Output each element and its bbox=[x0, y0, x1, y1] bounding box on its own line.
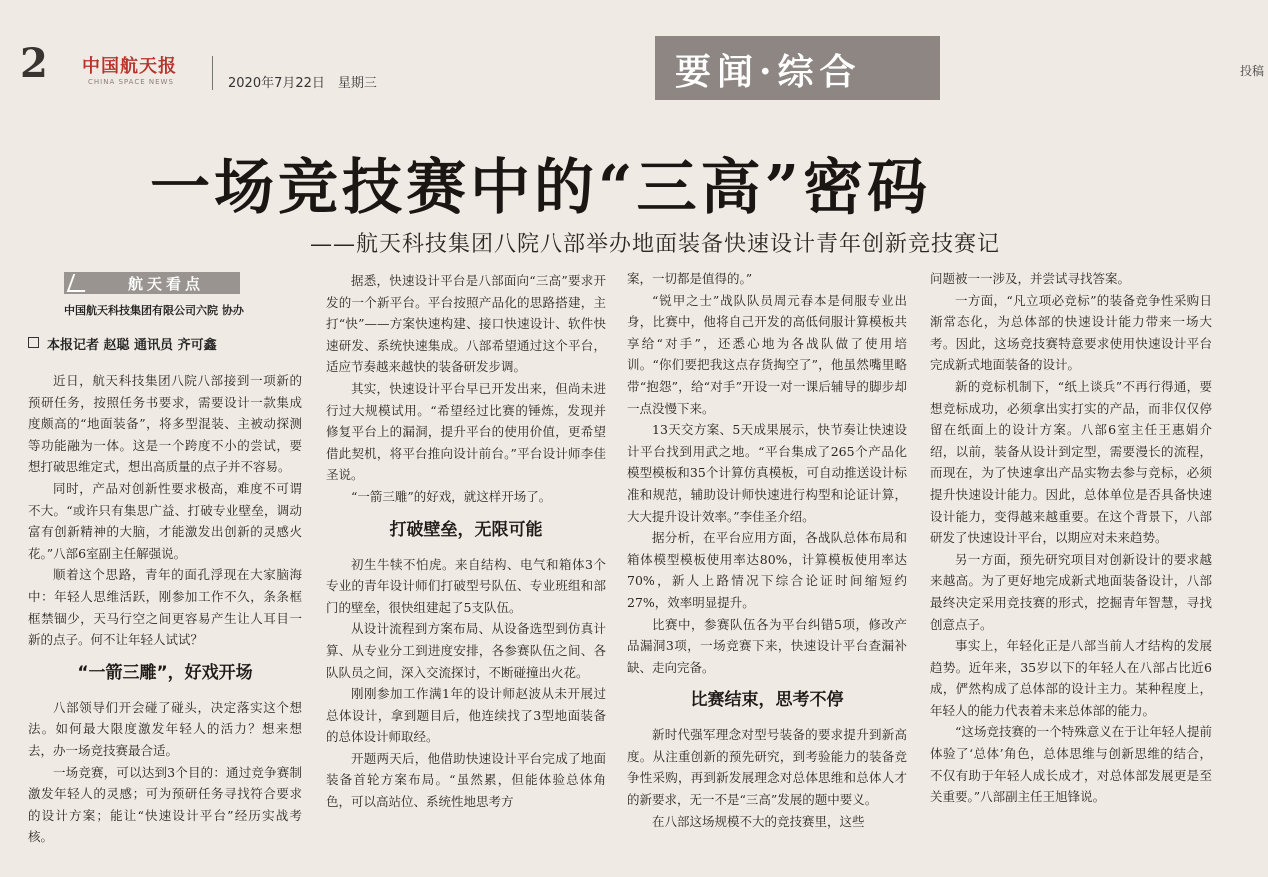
paragraph: 初生牛犊不怕虎。来自结构、电气和箱体3个专业的青年设计师们打破型号队伍、专业班组和部门的壁垒，很快组建起了5支队伍。 bbox=[326, 556, 606, 615]
paragraph: 据分析，在平台应用方面，各战队总体布局和箱体模型模板使用率达80%，计算模板使用率达70%，新人上路情况下综合论证时间缩短约27%，效率明显提升。 bbox=[627, 530, 907, 610]
paragraph: 13天交方案、5天成果展示，快节奏让快速设计平台找到用武之地。“平台集成了265个产品化模型模板和35个计算仿真模板，可自动推送设计标准和规范，辅助设计师快速进行构型和论证计算，大大提升设计效率。”李佳圣介绍。 bbox=[627, 422, 907, 524]
column-tag: 航天看点 bbox=[128, 275, 205, 293]
headline: 一场竞技赛中的“三高”密码 bbox=[150, 153, 932, 223]
co-organizer: 中国航天科技集团有限公司六院 协办 bbox=[64, 304, 244, 317]
paragraph: 比赛中，参赛队伍各为平台纠错5项，修改产品漏洞3项，一场竞赛下来，快速设计平台查漏补缺、走向完备。 bbox=[627, 616, 907, 675]
paragraph: “锐甲之士”战队队员周元春本是伺服专业出身，比赛中，他将自己开发的高低伺服计算模板共享给“对手”，还悉心地为各战队做了使用培训。“你们要把我这点存货掏空了”，他虽然嘴里略带“抱怨”，给“对手”开设一对一课后辅导的脚步却一点没慢下来。 bbox=[627, 292, 907, 416]
paragraph: 在八部这场规模不大的竞技赛里，这些 bbox=[652, 813, 865, 829]
section-label: 要闻·综合 bbox=[675, 51, 862, 93]
column-3 bbox=[627, 268, 907, 832]
paper-name-en: CHINA SPACE NEWS bbox=[88, 78, 174, 86]
subheadline: ——航天科技集团八院八部举办地面装备快速设计青年创新竞技赛记 bbox=[310, 232, 1001, 257]
edge-text: 投稿 bbox=[1240, 64, 1265, 78]
paper-name: 中国航天报 bbox=[82, 56, 177, 77]
paragraph: 另一方面，预先研究项目对创新设计的要求越来越高。为了更好地完成新式地面装备设计，八部最终决定采用竞技赛的形式，挖掘青年智慧，寻找创意点子。 bbox=[930, 551, 1212, 632]
byline-text: 本报记者 赵聪 通讯员 齐可鑫 bbox=[47, 338, 217, 353]
column-4 bbox=[930, 268, 1212, 808]
paragraph: 据悉，快速设计平台是八部面向“三高”要求开发的一个新平台。平台按照产品化的思路搭建，主打“快”——方案快速构建、接口快速设计、软件快速研发、系统快速集成。八部希望通过这个平台，适应节奏越来越快的装备研发步调。 bbox=[326, 273, 606, 375]
paragraph: 近日，航天科技集团八院八部接到一项新的预研任务，按照任务书要求，需要设计一款集成度颇高的“地面装备”，将多型混装、主被动探测等功能融为一体。这是一个跨度不小的尝试，要想打破思维定式，想出高质量的点子并不容易。 bbox=[28, 373, 302, 475]
paragraph: 新的竞标机制下，“纸上谈兵”不再行得通，要想竞标成功，必须拿出实打实的产品，而非仅仅停留在纸面上的设计方案。八部6室主任王惠娟介绍，以前，装备从设计到定型，需要漫长的流程，而现在，为了快速拿出产品实物去参与竞标，必须提升快速设计能力。因此，总体单位是否具备快速设计能力，变得越来越重要。在这个背景下，八部研发了快速设计平台，以期应对未来趋势。 bbox=[930, 378, 1212, 546]
paragraph: 八部领导们开会碰了碰头，决定落实这个想法。如何最大限度激发年轻人的活力？想来想去，办一场竞技赛最合适。 bbox=[28, 699, 302, 758]
paragraph: 事实上，年轻化正是八部当前人才结构的发展趋势。近年来，35岁以下的年轻人在八部占比近6成，俨然构成了总体部的设计主力。某种程度上，年轻人的能力代表着未来总体部的能力。 bbox=[930, 638, 1212, 718]
byline bbox=[28, 334, 217, 353]
paragraph: 其实，快速设计平台早已开发出来，但尚未进行过大规模试用。“希望经过比赛的锤炼，发现并修复平台上的漏洞，提升平台的使用价值，更希望借此契机，将平台推向设计前台。”平台设计师李佳圣说。 bbox=[326, 380, 606, 483]
paragraph: 新时代强军理念对型号装备的要求提升到新高度。从注重创新的预先研究，到考验能力的装备竞争性采购，再到新发展理念对总体思维和总体人才的新要求，无一不是“三高”发展的题中要义。 bbox=[627, 727, 907, 808]
paragraph: 开题两天后，他借助快速设计平台完成了地面装备首轮方案布局。“虽然累，但能体验总体角色，可以高站位、系统性地思考方 bbox=[326, 750, 606, 810]
section-heading: 比赛结束，思考不停 bbox=[690, 690, 844, 711]
masthead-divider bbox=[212, 56, 213, 90]
paragraph: 案，一切都是值得的。” bbox=[627, 271, 753, 286]
page-number: 2 bbox=[20, 40, 48, 87]
column-1 bbox=[28, 370, 302, 848]
paragraph: “一箭三雕”的好戏，就这样开场了。 bbox=[351, 488, 552, 504]
paragraph: 问题被一一涉及，并尝试寻找答案。 bbox=[930, 271, 1131, 286]
paragraph: 一方面，“凡立项必竞标”的装备竞争性采购日渐常态化，为总体部的快速设计能力带来一场大考。因此，这场竞技赛特意要求使用快速设计平台完成新式地面装备的设计。 bbox=[930, 292, 1212, 373]
checkbox-square-icon bbox=[28, 337, 39, 348]
column-2 bbox=[326, 270, 606, 813]
paragraph: “这场竞技赛的一个特殊意义在于让年轻人提前体验了‘总体’角色，总体思维与创新思维的结合，不仅有助于年轻人成长成才，对总体部发展更是至关重要。”八部副主任王旭锋说。 bbox=[930, 724, 1212, 805]
paragraph: 同时，产品对创新性要求极高，难度不可谓不大。“或许只有集思广益、打破专业壁垒，调动富有创新精神的大脑，才能激发出创新的灵感火花。”八部6室副主任解强说。 bbox=[28, 480, 302, 561]
paragraph: 从设计流程到方案布局、从设备选型到仿真计算、从专业分工到进度安排，各参赛队伍之间、各队队员之间，深入交流探讨，不断碰撞出火花。 bbox=[326, 621, 606, 680]
paragraph: 顺着这个思路，青年的面孔浮现在大家脑海中：年轻人思维活跃，刚参加工作不久，条条框框禁锢少，天马行空之间更容易产生让人耳目一新的点子。何不让年轻人试试？ bbox=[28, 567, 302, 648]
paragraph: 刚刚参加工作满1年的设计师赵波从未开展过总体设计，拿到题目后，他连续找了3型地面装备的总体设计师取经。 bbox=[326, 686, 606, 745]
section-heading: 打破壁垒，无限可能 bbox=[389, 519, 543, 540]
paragraph: 一场竞赛，可以达到3个目的：通过竞争赛制激发年轻人的灵感；可为预研任务寻找符合要求的设计方案；能让“快速设计平台”经历实战考核。 bbox=[28, 764, 302, 845]
section-heading: “一箭三雕”，好戏开场 bbox=[77, 662, 253, 683]
masthead bbox=[0, 0, 1268, 100]
issue-date: 2020年7月22日 星期三 bbox=[228, 76, 377, 91]
